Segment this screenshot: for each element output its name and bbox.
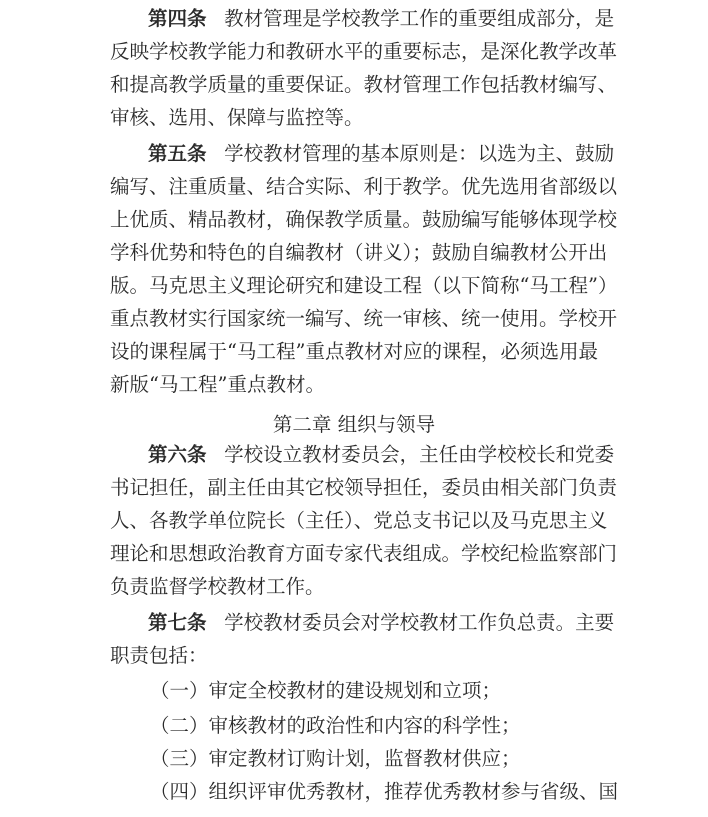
article-5-line-5: 版。马克思主义理论研究和建设工程（以下简称“马工程”） xyxy=(110,274,618,297)
article-5-line-8: 新版“马工程”重点教材。 xyxy=(110,373,325,396)
duty-item-2: （二）审核教材的政治性和内容的科学性； xyxy=(150,714,521,737)
duty-item-4: （四）组织评审优秀教材，推荐优秀教材参与省级、国 xyxy=(150,780,619,803)
article-5-line-2: 编写、注重质量、结合实际、利于教学。优先选用省部级以 xyxy=(110,175,618,198)
article-7-line-2: 职责包括： xyxy=(110,644,208,667)
article-label: 第五条 xyxy=(148,142,207,165)
article-5-line-6: 重点教材实行国家统一编写、统一审核、统一使用。学校开 xyxy=(110,307,618,330)
article-5-line-3: 上优质、精品教材，确保教学质量。鼓励编写能够体现学校 xyxy=(110,208,618,231)
duty-item-3: （三）审定教材订购计划，监督教材供应； xyxy=(150,747,521,770)
article-5-line-1: 第五条 学校教材管理的基本原则是：以选为主、鼓励 xyxy=(148,142,615,165)
article-7-line-1: 第七条 学校教材委员会对学校教材工作负总责。主要 xyxy=(148,611,615,634)
article-4-line-1: 第四条 教材管理是学校教学工作的重要组成部分，是 xyxy=(148,7,615,30)
article-6-line-2: 书记担任，副主任由其它校领导担任，委员由相关部门负责 xyxy=(110,476,618,499)
article-6-line-3: 人、各教学单位院长（主任）、党总支书记以及马克思主义 xyxy=(110,509,608,532)
article-6-line-5: 负责监督学校教材工作。 xyxy=(110,575,325,598)
article-label: 第六条 xyxy=(148,443,207,466)
article-label: 第七条 xyxy=(148,611,207,634)
article-4-line-3: 和提高教学质量的重要保证。教材管理工作包括教材编写、 xyxy=(110,73,618,96)
article-label: 第四条 xyxy=(148,7,207,30)
article-4-line-4: 审核、选用、保障与监控等。 xyxy=(110,106,364,129)
article-5-line-7: 设的课程属于“马工程”重点教材对应的课程，必须选用最 xyxy=(110,340,598,363)
article-6-line-1: 第六条 学校设立教材委员会，主任由学校校长和党委 xyxy=(148,443,615,466)
chapter-heading: 第二章 组织与领导 xyxy=(272,413,436,436)
article-6-line-4: 理论和思想政治教育方面专家代表组成。学校纪检监察部门 xyxy=(110,542,618,565)
article-5-line-4: 学科优势和特色的自编教材（讲义）；鼓励自编教材公开出 xyxy=(110,241,608,264)
article-4-line-2: 反映学校教学能力和教研水平的重要标志，是深化教学改革 xyxy=(110,40,618,63)
duty-item-1: （一）审定全校教材的建设规划和立项； xyxy=(150,679,502,702)
